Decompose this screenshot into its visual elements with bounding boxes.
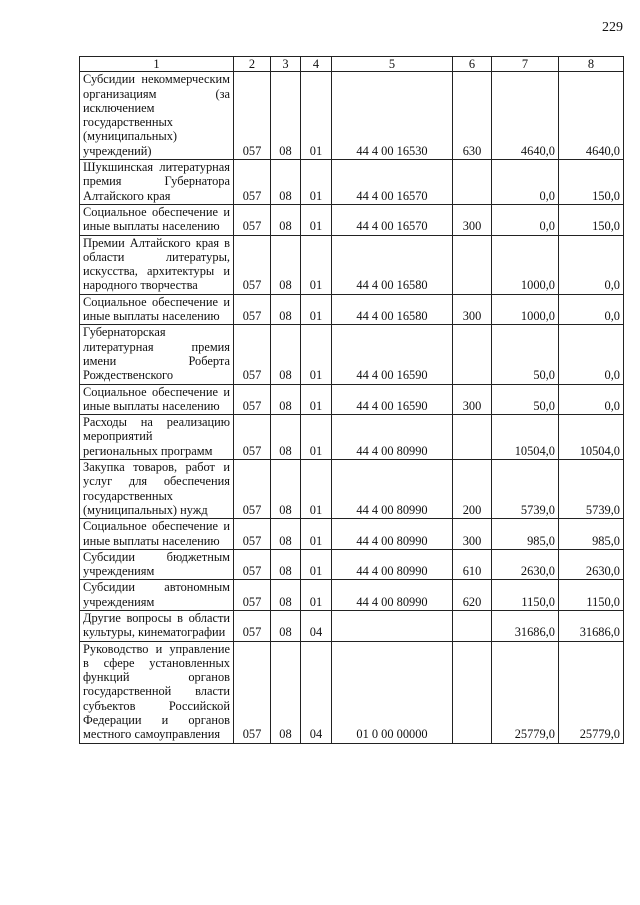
ministry-code: 057 [234,325,271,384]
expense-name: Закупка товаров, работ и услуг для обеспечения государственных (муниципальных) нужд [80,460,234,519]
table-row [80,72,624,160]
table-row [80,460,624,519]
table-row [80,384,624,415]
header-cell: 1 [80,57,234,72]
expense-name: Социальное обеспечение и иные выплаты населению [80,204,234,235]
amount-year-2: 0,0 [559,294,624,325]
ministry-code: 057 [234,235,271,294]
expense-name: Субсидии бюджетным учреждениям [80,549,234,580]
table-row [80,204,624,235]
section-code: 08 [271,549,301,580]
expense-type-code: 300 [453,294,492,325]
amount-year-1: 2630,0 [492,549,559,580]
section-code: 08 [271,160,301,205]
subsection-code: 01 [301,460,332,519]
header-cell: 7 [492,57,559,72]
subsection-code: 01 [301,72,332,160]
section-code: 08 [271,384,301,415]
expense-name: Социальное обеспечение и иные выплаты населению [80,384,234,415]
ministry-code: 057 [234,160,271,205]
expense-type-code [453,235,492,294]
amount-year-2: 0,0 [559,325,624,384]
ministry-code: 057 [234,460,271,519]
target-item-code: 44 4 00 80990 [332,580,453,611]
expense-type-code [453,610,492,641]
table-row [80,519,624,550]
amount-year-1: 25779,0 [492,641,559,743]
expense-type-code: 200 [453,460,492,519]
amount-year-1: 1150,0 [492,580,559,611]
subsection-code: 01 [301,384,332,415]
budget-table [79,56,624,744]
table-row [80,294,624,325]
target-item-code: 44 4 00 16590 [332,325,453,384]
table-row [80,549,624,580]
section-code: 08 [271,519,301,550]
subsection-code: 01 [301,160,332,205]
ministry-code: 057 [234,294,271,325]
section-code: 08 [271,72,301,160]
ministry-code: 057 [234,610,271,641]
table-row [80,325,624,384]
header-cell: 6 [453,57,492,72]
ministry-code: 057 [234,580,271,611]
section-code: 08 [271,294,301,325]
amount-year-2: 31686,0 [559,610,624,641]
target-item-code: 44 4 00 80990 [332,549,453,580]
target-item-code: 44 4 00 16580 [332,235,453,294]
subsection-code: 04 [301,610,332,641]
section-code: 08 [271,235,301,294]
ministry-code: 057 [234,641,271,743]
ministry-code: 057 [234,549,271,580]
amount-year-1: 50,0 [492,384,559,415]
amount-year-1: 31686,0 [492,610,559,641]
expense-type-code: 620 [453,580,492,611]
table-row [80,415,624,460]
target-item-code: 44 4 00 16530 [332,72,453,160]
header-cell: 4 [301,57,332,72]
expense-type-code: 300 [453,384,492,415]
expense-name: Другие вопросы в области культуры, кинематографии [80,610,234,641]
section-code: 08 [271,641,301,743]
expense-type-code: 300 [453,519,492,550]
amount-year-1: 5739,0 [492,460,559,519]
subsection-code: 01 [301,325,332,384]
expense-name: Социальное обеспечение и иные выплаты населению [80,519,234,550]
amount-year-2: 150,0 [559,160,624,205]
amount-year-2: 4640,0 [559,72,624,160]
expense-type-code [453,160,492,205]
expense-name: Социальное обеспечение и иные выплаты населению [80,294,234,325]
expense-name: Шукшинская литературная премия Губернатора Алтайского края [80,160,234,205]
subsection-code: 01 [301,580,332,611]
subsection-code: 01 [301,549,332,580]
amount-year-1: 0,0 [492,160,559,205]
page-number: 229 [602,20,623,35]
amount-year-2: 150,0 [559,204,624,235]
table-row [80,641,624,743]
expense-name: Субсидии автономным учреждениям [80,580,234,611]
section-code: 08 [271,610,301,641]
target-item-code: 44 4 00 16570 [332,160,453,205]
target-item-code: 44 4 00 16580 [332,294,453,325]
section-code: 08 [271,415,301,460]
expense-type-code [453,641,492,743]
header-cell: 2 [234,57,271,72]
section-code: 08 [271,204,301,235]
target-item-code: 44 4 00 16590 [332,384,453,415]
table-header-row [80,57,624,72]
target-item-code: 44 4 00 80990 [332,519,453,550]
expense-name: Руководство и управление в сфере установленных функций органов государственной власти субъектов Российской Федерации и органов местного самоуправления [80,641,234,743]
amount-year-2: 2630,0 [559,549,624,580]
subsection-code: 01 [301,235,332,294]
subsection-code: 01 [301,294,332,325]
expense-type-code: 610 [453,549,492,580]
ministry-code: 057 [234,415,271,460]
target-item-code: 44 4 00 16570 [332,204,453,235]
amount-year-2: 5739,0 [559,460,624,519]
header-cell: 5 [332,57,453,72]
amount-year-2: 25779,0 [559,641,624,743]
expense-name: Губернаторская литературная премия имени Роберта Рождественского [80,325,234,384]
amount-year-1: 1000,0 [492,294,559,325]
table-row [80,160,624,205]
subsection-code: 01 [301,415,332,460]
amount-year-2: 0,0 [559,384,624,415]
target-item-code: 44 4 00 80990 [332,460,453,519]
ministry-code: 057 [234,204,271,235]
expense-name: Субсидии некоммерческим организациям (за исключением государственных (муниципальных) учреждений) [80,72,234,160]
expense-name: Расходы на реализацию мероприятий региональных программ [80,415,234,460]
expense-type-code: 300 [453,204,492,235]
amount-year-2: 985,0 [559,519,624,550]
target-item-code [332,610,453,641]
expense-name: Премии Алтайского края в области литературы, искусства, архитектуры и народного творчества [80,235,234,294]
amount-year-1: 4640,0 [492,72,559,160]
section-code: 08 [271,580,301,611]
expense-type-code [453,415,492,460]
ministry-code: 057 [234,72,271,160]
table-row [80,580,624,611]
ministry-code: 057 [234,519,271,550]
header-cell: 8 [559,57,624,72]
amount-year-1: 1000,0 [492,235,559,294]
subsection-code: 04 [301,641,332,743]
amount-year-1: 0,0 [492,204,559,235]
amount-year-2: 1150,0 [559,580,624,611]
ministry-code: 057 [234,384,271,415]
expense-type-code: 630 [453,72,492,160]
section-code: 08 [271,325,301,384]
amount-year-2: 0,0 [559,235,624,294]
target-item-code: 44 4 00 80990 [332,415,453,460]
header-cell: 3 [271,57,301,72]
subsection-code: 01 [301,519,332,550]
expense-type-code [453,325,492,384]
subsection-code: 01 [301,204,332,235]
amount-year-1: 50,0 [492,325,559,384]
amount-year-1: 10504,0 [492,415,559,460]
target-item-code: 01 0 00 00000 [332,641,453,743]
amount-year-2: 10504,0 [559,415,624,460]
amount-year-1: 985,0 [492,519,559,550]
section-code: 08 [271,460,301,519]
table-row [80,610,624,641]
table-row [80,235,624,294]
